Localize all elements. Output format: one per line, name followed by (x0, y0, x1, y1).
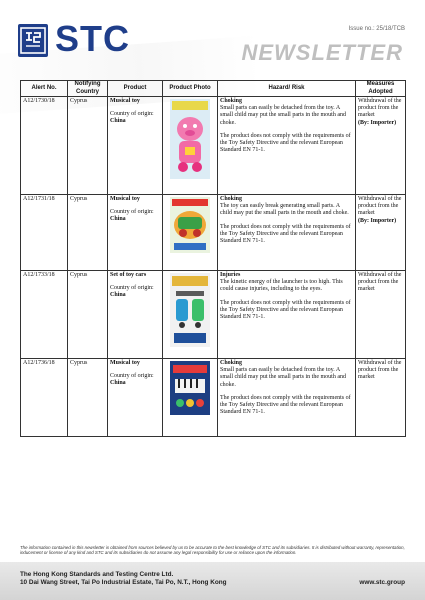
company-address: 10 Dai Wang Street, Tai Po Industrial Estate, Tai Po, N.T., Hong Kong (20, 579, 227, 586)
notifying-country: Cyprus (68, 195, 108, 271)
measures-cell (356, 97, 406, 195)
origin-label: Country of origin: (110, 209, 154, 216)
hazard-title: Choking (220, 196, 243, 202)
logo-wordmark: STC (55, 18, 130, 59)
hazard-cell (218, 195, 356, 271)
product-photo (170, 361, 210, 415)
hazard-cell (218, 271, 356, 359)
photo-cell (163, 359, 218, 437)
hazard-description: The kinetic energy of the launcher is too high. This could cause injuries, including to the eyes. (220, 279, 343, 293)
table-row (21, 195, 406, 271)
col-header-country: Notifying Country (68, 81, 108, 97)
product-cell (108, 271, 163, 359)
table-row (21, 271, 406, 359)
page-header (0, 0, 425, 75)
photo-cell (163, 271, 218, 359)
product-photo (170, 273, 210, 347)
product-cell (108, 359, 163, 437)
col-header-hazard: Hazard/ Risk (218, 81, 356, 97)
photo-cell (163, 195, 218, 271)
product-name: Musical toy (110, 98, 140, 104)
hazard-description: Small parts can easily be detached from the toy. A small child may put the small parts in the mouth and choke. (220, 105, 346, 126)
col-header-photo: Product Photo (163, 81, 218, 97)
hazard-cell (218, 359, 356, 437)
product-photo (170, 99, 210, 179)
notifying-country: Cyprus (68, 271, 108, 359)
photo-cell (163, 97, 218, 195)
alert-number: A12/1731/18 (21, 195, 68, 271)
product-photo (170, 197, 210, 253)
hazard-cell (218, 97, 356, 195)
issue-number: Issue no.: 25/18/TCB (348, 26, 405, 32)
measures-cell (356, 359, 406, 437)
hazard-title: Injuries (220, 272, 241, 278)
product-name: Musical toy (110, 360, 140, 366)
table-row (21, 97, 406, 195)
table-row (21, 359, 406, 437)
hazard-description: The toy can easily break generating small parts. A child may put the small parts in the mouth and choke. (220, 203, 349, 217)
origin-label: Country of origin: (110, 111, 154, 118)
origin-label: Country of origin: (110, 373, 154, 380)
origin-value: China (110, 292, 126, 299)
origin-value: China (110, 118, 126, 125)
measure-text: Withdrawal of the product from the market (358, 98, 402, 119)
origin-label: Country of origin: (110, 285, 154, 292)
alert-number: A12/1736/18 (21, 359, 68, 437)
col-header-measures: Measures Adopted (356, 81, 406, 97)
col-header-product: Product (108, 81, 163, 97)
alerts-table (20, 80, 406, 437)
company-info (20, 571, 227, 587)
measures-cell (356, 195, 406, 271)
hazard-title: Choking (220, 98, 243, 104)
compliance-note: The product does not comply with the requirements of the Toy Safety Directive and the relevant European Standard EN 71-1. (220, 132, 351, 154)
page-footer (0, 562, 425, 600)
product-cell (108, 97, 163, 195)
disclaimer-text: The information contained in this newsletter is obtained from sources believed by us to be accurate to the best knowledge of STC and its subsidiaries. It is distributed without warranty, representation, inducement or license of any kind and STC and its subsidiaries do not assume any legal responsibility for use or reliance upon the information. (20, 545, 405, 556)
measure-text: Withdrawal of the product from the market (358, 196, 402, 217)
measure-text: Withdrawal of the product from the market (358, 272, 402, 293)
notifying-country: Cyprus (68, 97, 108, 195)
alert-number: A12/1733/18 (21, 271, 68, 359)
alert-number: A12/1730/18 (21, 97, 68, 195)
measure-text: Withdrawal of the product from the market (358, 360, 402, 381)
stc-logo-icon (18, 24, 48, 57)
company-name: The Hong Kong Standards and Testing Centre Ltd. (20, 571, 174, 578)
hazard-description: Small parts can easily be detached from the toy. A small child may put the small parts in the mouth and choke. (220, 367, 346, 388)
product-name: Set of toy cars (110, 272, 147, 278)
compliance-note: The product does not comply with the requirements of the Toy Safety Directive and the relevant European Standard EN 71-1. (220, 394, 351, 416)
measure-by: (By: Importer) (358, 119, 397, 126)
origin-value: China (110, 216, 126, 223)
col-header-alert: Alert No. (21, 81, 68, 97)
website-link[interactable]: www.stc.group (359, 579, 405, 586)
origin-value: China (110, 380, 126, 387)
measures-cell (356, 271, 406, 359)
table-header-row (21, 81, 406, 97)
compliance-note: The product does not comply with the requirements of the Toy Safety Directive and the relevant European Standard EN 71-1. (220, 299, 351, 321)
product-cell (108, 195, 163, 271)
measure-by: (By: Importer) (358, 217, 397, 224)
hazard-title: Choking (220, 360, 243, 366)
notifying-country: Cyprus (68, 359, 108, 437)
product-name: Musical toy (110, 196, 140, 202)
compliance-note: The product does not comply with the requirements of the Toy Safety Directive and the relevant European Standard EN 71-1. (220, 223, 351, 245)
newsletter-title: NEWSLETTER (241, 40, 403, 65)
